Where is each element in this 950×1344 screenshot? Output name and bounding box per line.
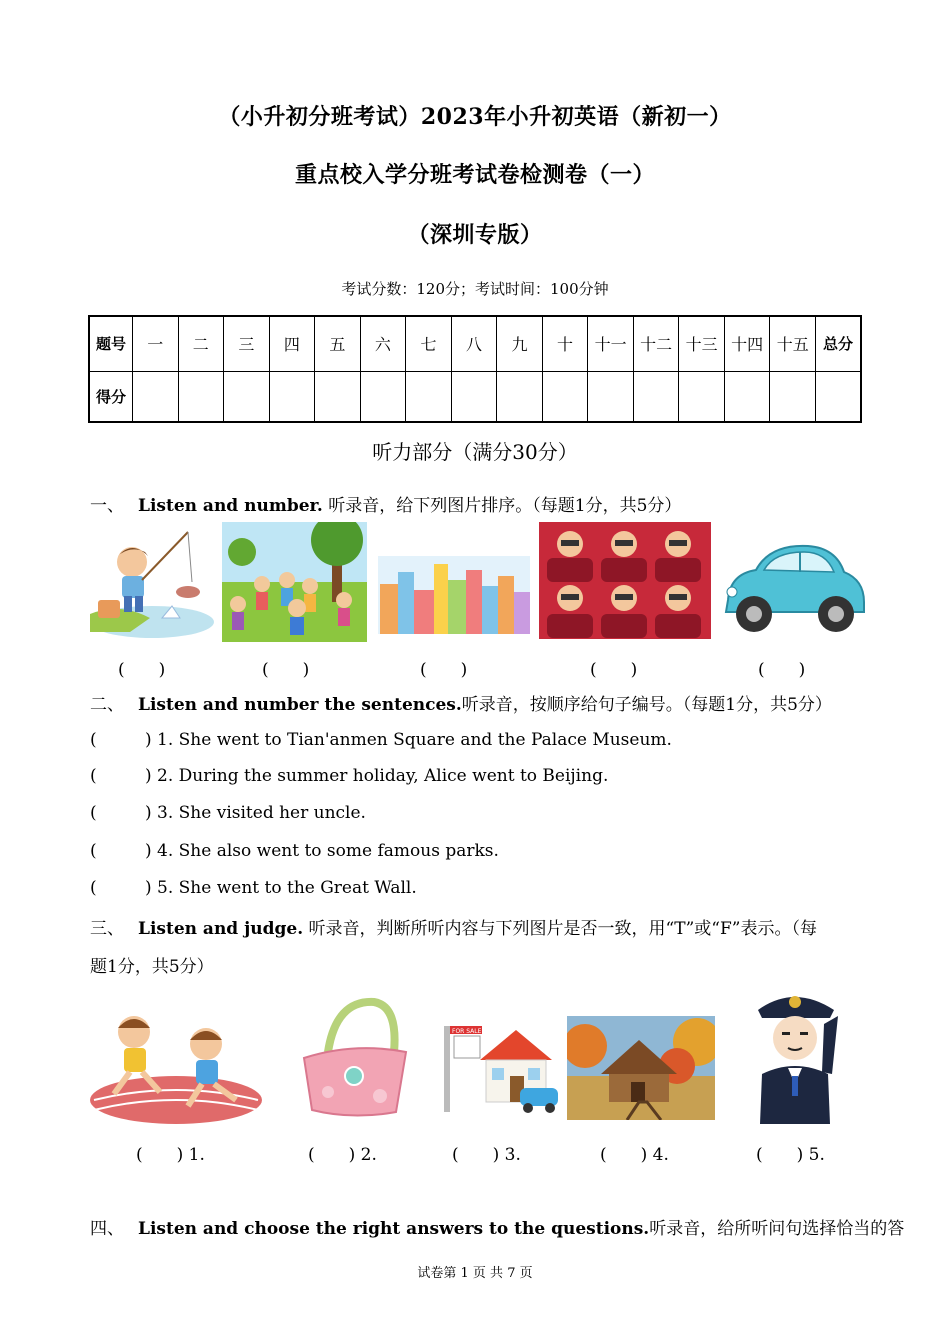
score-table-cell: 九 [497,316,543,371]
part3-heading-continued: 题1分，共5分） [90,957,214,977]
sentence-item [90,841,499,861]
answer-blank[interactable]: ( ) [758,660,806,680]
score-input-cell[interactable] [542,371,588,422]
score-input-cell[interactable] [588,371,634,422]
score-table-cell: 十五 [770,316,816,371]
score-table-header-row [89,316,861,371]
score-table-cell: 题号 [89,316,133,371]
score-row-label: 得分 [89,371,133,422]
judge-blank-1[interactable]: ( ) 1. [136,1145,205,1165]
pink-handbag-picture [298,996,410,1118]
score-input-cell[interactable] [133,371,179,422]
sentence-text: ) 4. She also went to some famous parks. [145,841,499,861]
answer-blank[interactable]: ( [90,730,97,750]
cinema-audience-picture [539,522,711,639]
title-line-3: （深圳专版） [407,222,543,248]
sentence-text: ) 5. She went to the Great Wall. [145,878,417,898]
part2-english: Listen and number the sentences. [138,695,462,715]
score-table-cell: 三 [224,316,270,371]
score-input-cell[interactable] [269,371,315,422]
part1-number: 一、 [90,496,124,516]
part4-number: 四、 [90,1219,124,1239]
children-playing-picture [222,522,367,642]
sentence-item [90,766,608,786]
autumn-cabin-picture [567,1016,715,1120]
title-line-2: 重点校入学分班考试卷检测卷（一） [294,162,655,188]
judge-blank-4[interactable]: ( ) 4. [600,1145,669,1165]
fishing-boy-picture [90,522,215,640]
part2-chinese: 听录音，按顺序给句子编号。（每题1分，共5分） [461,695,832,715]
score-input-cell[interactable] [724,371,770,422]
score-input-cell[interactable] [679,371,725,422]
sentence-item [90,878,417,898]
part3-english: Listen and judge. [138,919,304,939]
sentence-item [90,803,366,823]
judge-blank-5[interactable]: ( ) 5. [756,1145,825,1165]
judge-blank-3[interactable]: ( ) 3. [452,1145,521,1165]
score-table-cell: 八 [451,316,497,371]
answer-blank[interactable]: ( ) [590,660,638,680]
score-table-cell: 七 [406,316,452,371]
score-table-cell: 十 [542,316,588,371]
score-input-cell[interactable] [633,371,679,422]
score-table-cell: 二 [178,316,224,371]
sentence-text: ) 3. She visited her uncle. [145,803,366,823]
sentence-text: ) 2. During the summer holiday, Alice went to Beijing. [145,766,609,786]
score-input-cell[interactable] [770,371,816,422]
listening-section-title: 听力部分（满分30分） [372,440,578,464]
score-table-cell: 六 [360,316,406,371]
city-buildings-picture [378,556,530,634]
judge-blank-2[interactable]: ( ) 2. [308,1145,377,1165]
part2-number: 二、 [90,695,124,715]
for-sale-sign-text: FOR SALE [452,1028,482,1035]
score-table [88,315,862,423]
score-input-cell[interactable] [224,371,270,422]
sentence-text: ) 1. She went to Tian'anmen Square and the Palace Museum. [145,730,672,750]
score-table-cell: 四 [269,316,315,371]
part2-heading [90,690,832,715]
house-for-sale-picture [440,1020,560,1116]
answer-blank[interactable]: ( [90,878,97,898]
score-table-cell: 总分 [815,316,861,371]
police-officer-picture [752,984,838,1126]
part4-english: Listen and choose the right answers to the questions. [138,1219,650,1239]
score-input-cell[interactable] [360,371,406,422]
part3-number: 三、 [90,919,124,939]
answer-blank[interactable]: ( ) [118,660,166,680]
score-input-cell[interactable] [497,371,543,422]
score-input-cell[interactable] [315,371,361,422]
running-boys-picture [90,1008,262,1128]
title-line-1: （小升初分班考试）2023年小升初英语（新初一） [218,104,732,130]
answer-blank[interactable]: ( [90,841,97,861]
part1-heading [90,491,681,516]
answer-blank[interactable]: ( [90,766,97,786]
sentence-item [90,730,672,750]
score-table-cell: 十三 [679,316,725,371]
part3-chinese: 听录音，判断所听内容与下列图片是否一致，用“T”或“F”表示。（每 [303,919,817,939]
page-footer: 试卷第 1 页 共 7 页 [417,1266,533,1281]
score-table-cell: 十四 [724,316,770,371]
score-table-cell: 一 [133,316,179,371]
part3-heading [90,914,817,939]
exam-info: 考试分数：120分；考试时间：100分钟 [341,280,609,298]
score-table-cell: 十二 [633,316,679,371]
score-table-cell: 五 [315,316,361,371]
part1-chinese: 听录音，给下列图片排序。（每题1分，共5分） [322,496,682,516]
score-table-score-row [89,371,861,422]
part4-chinese: 听录音，给所听问句选择恰当的答 [649,1219,905,1239]
answer-blank[interactable]: ( [90,803,97,823]
score-input-cell[interactable] [178,371,224,422]
score-input-cell[interactable] [815,371,861,422]
score-input-cell[interactable] [406,371,452,422]
score-input-cell[interactable] [451,371,497,422]
part1-english: Listen and number. [138,496,323,516]
blue-car-picture [718,540,868,638]
answer-blank[interactable]: ( ) [262,660,310,680]
answer-blank[interactable]: ( ) [420,660,468,680]
score-table-cell: 十一 [588,316,634,371]
part4-heading [90,1214,904,1239]
